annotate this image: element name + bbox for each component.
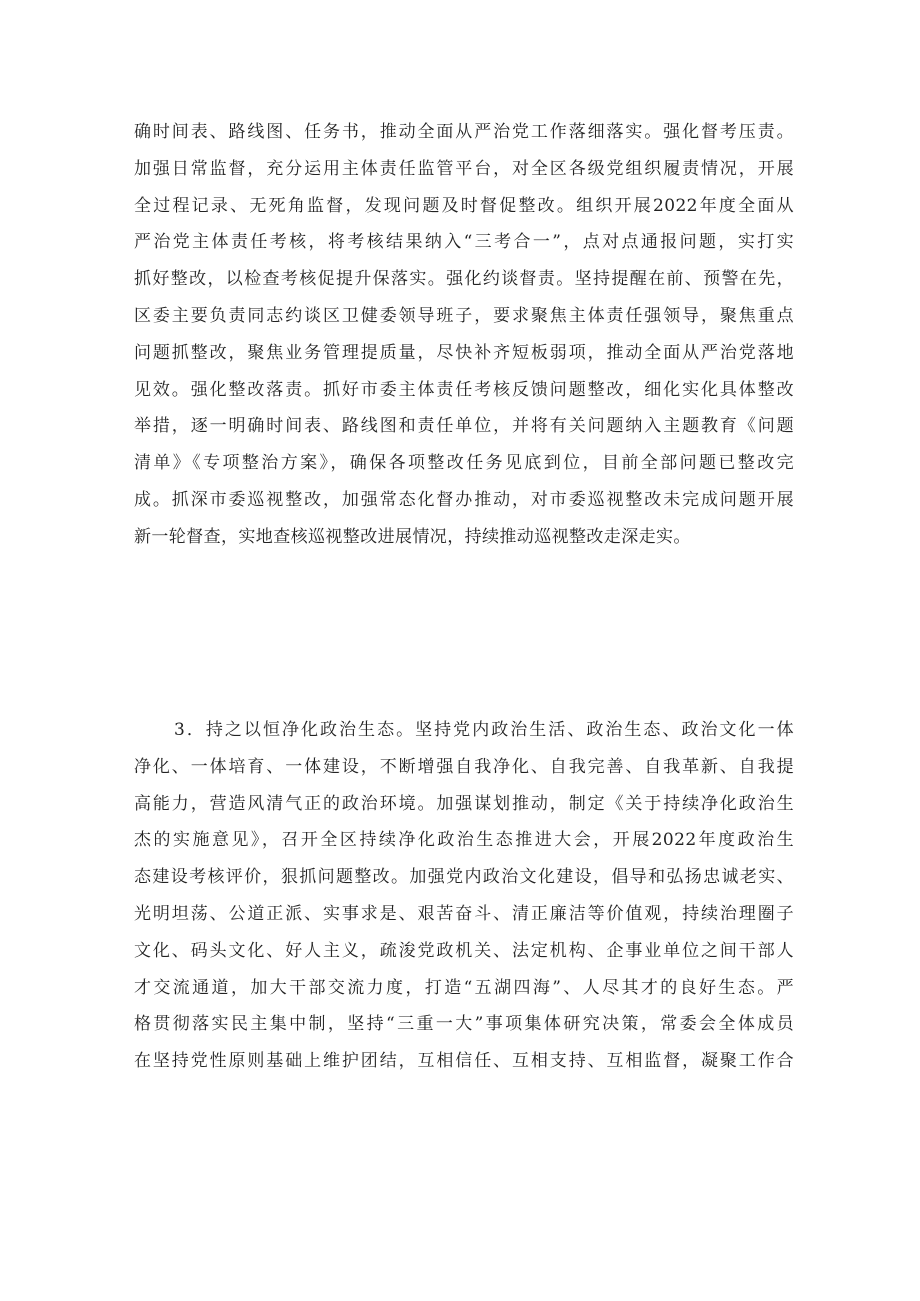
text-line: 全过程记录、无死角监督，发现问题及时督促整改。组织开展2022年度全面从 [134, 195, 794, 216]
text-line: 确时间表、路线图、任务书，推动全面从严治党工作落细落实。强化督考压责。 [134, 122, 794, 142]
text-line: 成。抓深市委巡视整改，加强常态化督办推动，对市委巡视整改未完成问题开展 [134, 489, 794, 510]
paragraph-supervision [134, 114, 794, 556]
text-line: 举措，逐一明确时间表、路线图和责任单位，并将有关问题纳入主题教育《问题 [134, 416, 794, 437]
text-line: 文化、码头文化、好人主义，疏浚党政机关、法定机构、企事业单位之间干部人 [134, 940, 794, 961]
text-line: 杰的实施意见》，召开全区持续净化政治生态推进大会，开展2022年度政治生 [134, 830, 794, 851]
text-line: 才交流通道，加大干部交流力度，打造“五湖四海”、人尽其才的良好生态。严 [134, 977, 794, 998]
section-heading-line: 3．持之以恒净化政治生态。坚持党内政治生活、政治生态、政治文化一体 [174, 720, 794, 740]
text-line: 问题抓整改，聚焦业务管理提质量，尽快补齐短板弱项，推动全面从严治党落地 [134, 342, 794, 363]
text-line: 区委主要负责同志约谈区卫健委领导班子，要求聚焦主体责任强领导，聚焦重点 [134, 305, 794, 326]
text-line: 高能力，营造风清气正的政治环境。加强谋划推动，制定《关于持续净化政治生 [134, 793, 794, 814]
text-line: 清单》《专项整治方案》，确保各项整改任务见底到位，目前全部问题已整改完 [134, 453, 794, 474]
text-line: 抓好整改，以检查考核促提升保落实。强化约谈督责。坚持提醒在前、预警在先， [134, 269, 794, 290]
text-line: 严治党主体责任考核，将考核结果纳入“三考合一”，点对点通报问题，实打实 [134, 232, 794, 253]
text-line: 净化、一体培育、一体建设，不断增强自我净化、自我完善、自我革新、自我提 [134, 756, 794, 777]
text-line: 光明坦荡、公道正派、实事求是、艰苦奋斗、清正廉洁等价值观，持续治理圈子 [134, 903, 794, 924]
paragraph-political-ecology [134, 712, 794, 1080]
text-line: 新一轮督查，实地查核巡视整改进展情况，持续推动巡视整改走深走实。 [134, 526, 691, 547]
text-line: 在坚持党性原则基础上维护团结，互相信任、互相支持、互相监督，凝聚工作合 [134, 1051, 794, 1072]
text-line: 见效。强化整改落责。抓好市委主体责任考核反馈问题整改，细化实化具体整改 [134, 379, 794, 400]
text-line: 格贯彻落实民主集中制，坚持“三重一大”事项集体研究决策，常委会全体成员 [134, 1014, 794, 1035]
text-line: 加强日常监督，充分运用主体责任监管平台，对全区各级党组织履责情况，开展 [134, 158, 794, 179]
text-line: 态建设考核评价，狠抓问题整改。加强党内政治文化建设，倡导和弘扬忠诚老实、 [134, 867, 794, 888]
